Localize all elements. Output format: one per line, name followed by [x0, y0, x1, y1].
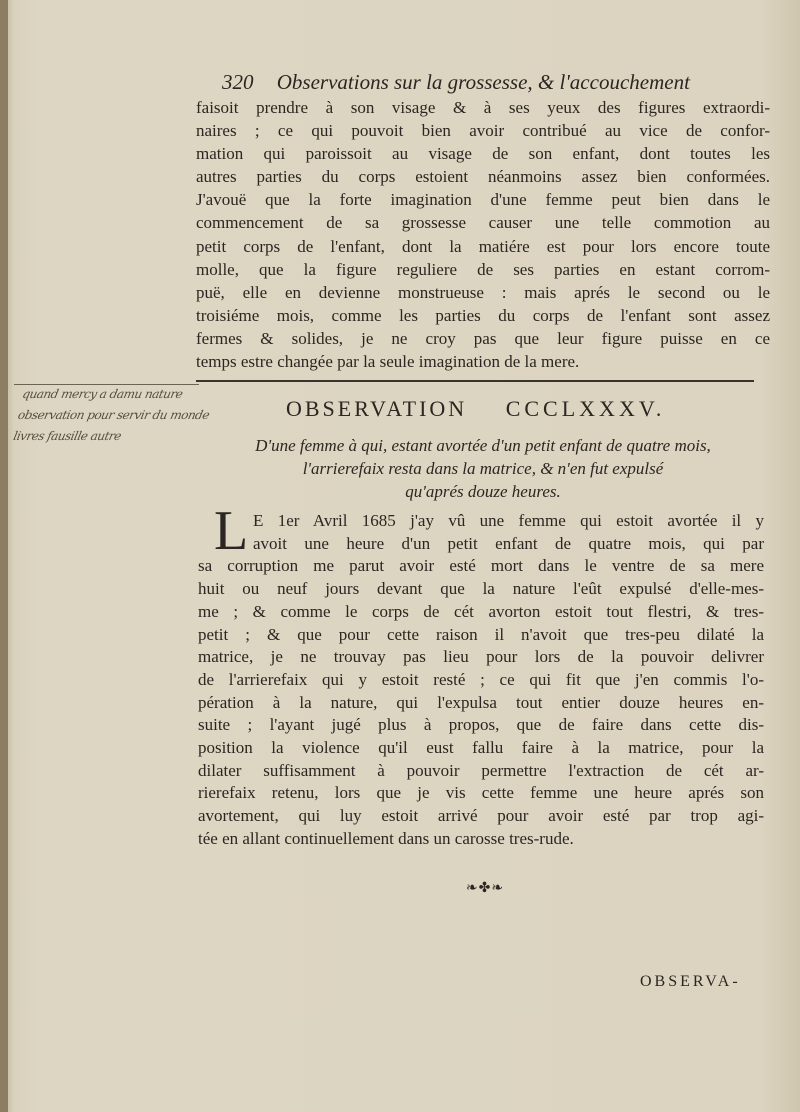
text-line: naires ; ce qui pouvoit bien avoir contribué au vice de confor-: [196, 121, 770, 141]
text-line: mation qui paroissoit au visage de son enfant, dont toutes les: [196, 144, 770, 164]
text-line: me ; & comme le corps de cét avorton estoit tout flestri, & tres-: [198, 601, 764, 621]
subtitle-line: qu'aprés douze heures.: [405, 482, 561, 501]
observation-subtitle: [200, 434, 766, 503]
text-line: petit corps de l'enfant, dont la matiére est pour lors encore toute: [196, 236, 770, 256]
text-line: J'avouë que la forte imagination d'une femme peut bien dans le: [196, 190, 770, 210]
text-line: autres parties du corps estoient néanmoins assez bien conformées.: [196, 167, 770, 187]
text-line: petit ; & que pour cette raison il n'avoit que tres-peu dilaté la: [198, 624, 764, 644]
printer-ornament: ❧✤❧: [465, 880, 505, 896]
text-line: de l'arrierefaix qui y estoit resté ; ce qui fit que j'en commis l'o-: [198, 669, 764, 689]
subtitle-line: l'arrierefaix resta dans la matrice, & n'en fut expulsé: [302, 459, 664, 478]
text-line: dilater suffisamment à pouvoir permettre l'extraction de cét ar-: [198, 760, 764, 780]
observation-heading: [286, 396, 746, 422]
catchword: OBSERVA-: [640, 973, 741, 990]
text-line: avoit une heure d'un petit enfant de quatre mois, qui par: [253, 533, 764, 553]
running-header: [222, 70, 742, 98]
body-text-main: [198, 510, 764, 851]
text-line: pération à la nature, qui l'expulsa tout entier douze heures en-: [198, 692, 764, 712]
observation-number: CCCLXXXV.: [505, 396, 666, 421]
text-line: avortement, qui luy estoit arrivé pour avoir esté par trop agi-: [198, 806, 764, 826]
text-line: faisoit prendre à son visage & à ses yeux des figures extraordi-: [196, 98, 770, 117]
page-number: 320: [222, 70, 254, 94]
running-title: Observations sur la grossesse, & l'accouchement: [276, 70, 690, 94]
text-line: rierefaix retenu, lors que je vis cette femme une heure aprés son: [198, 783, 764, 803]
text-line: position la violence qu'il eust fallu faire à la matrice, pour la: [198, 738, 764, 758]
text-line: troisiéme mois, comme les parties du corps de l'enfant sont assez: [196, 305, 770, 325]
page-binding-edge: [0, 0, 8, 1112]
handwritten-line: observation pour servir du monde: [16, 408, 211, 422]
body-text-top: [196, 96, 770, 373]
text-line: sa corruption me parut avoir esté mort dans le ventre de sa mere: [198, 556, 764, 576]
drop-cap: L: [214, 500, 249, 562]
observation-word: OBSERVATION: [286, 396, 468, 421]
section-divider: [196, 380, 754, 382]
text-line: E 1er Avril 1685 j'ay vû une femme qui estoit avortée il y: [253, 511, 764, 530]
subtitle-line: D'une femme à qui, estant avortée d'un petit enfant de quatre mois,: [255, 436, 711, 455]
text-line: puë, elle en devienne monstrueuse : mais aprés le second ou le: [196, 282, 770, 302]
text-line: suite ; l'ayant jugé plus à propos, que de faire dans cette dis-: [198, 715, 764, 735]
text-line: tée en allant continuellement dans un carosse tres-rude.: [198, 828, 574, 848]
handwritten-line: quand mercy a damu nature: [21, 387, 184, 401]
text-line: commencement de sa grossesse causer une telle commotion au: [196, 213, 770, 233]
text-line: molle, que la figure reguliere de ses parties en estant corrom-: [196, 259, 770, 279]
text-line: huit ou neuf jours devant que la nature l'eût expulsé d'elle-mes-: [198, 579, 764, 599]
handwritten-line: livres fausille autre: [12, 429, 123, 443]
text-line: fermes & solides, je ne croy pas que leur figure puisse en ce: [196, 328, 770, 348]
text-line: temps estre changée par la seule imagination de la mere.: [196, 352, 580, 372]
text-line: matrice, je ne trouvay pas lieu pour lors de la pouvoir delivrer: [198, 647, 764, 667]
